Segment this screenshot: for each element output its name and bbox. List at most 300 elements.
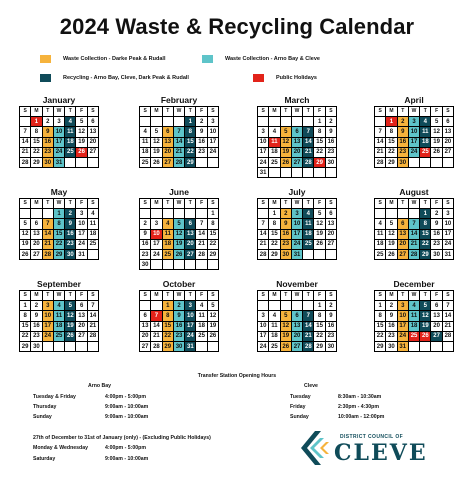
day-cell: 20 xyxy=(140,332,151,342)
day-cell: 6 xyxy=(292,311,303,321)
empty-cell xyxy=(208,342,219,352)
month-february xyxy=(139,94,219,168)
weekday-header: T xyxy=(65,199,76,209)
day-cell: 29 xyxy=(54,250,65,260)
empty-cell xyxy=(151,117,162,127)
empty-cell xyxy=(54,342,65,352)
day-cell: 21 xyxy=(174,148,185,158)
day-cell: 11 xyxy=(269,322,280,332)
hours-time: 9:00am - 10:00am xyxy=(105,456,149,462)
day-cell: 3 xyxy=(54,117,65,127)
weekday-header: M xyxy=(151,107,162,117)
empty-cell xyxy=(398,209,409,219)
day-cell: 18 xyxy=(420,138,431,148)
day-cell: 2 xyxy=(140,219,151,229)
weekday-header: T xyxy=(163,107,174,117)
hours-day: Tuesday xyxy=(290,394,311,400)
empty-cell xyxy=(303,301,314,311)
day-cell: 16 xyxy=(281,230,292,240)
day-cell: 9 xyxy=(386,311,397,321)
hours-day: Monday & Wednesday xyxy=(33,445,88,451)
empty-cell xyxy=(65,342,76,352)
weekday-header: W xyxy=(409,107,420,117)
day-cell: 1 xyxy=(420,209,431,219)
day-cell: 15 xyxy=(185,138,196,148)
day-cell: 12 xyxy=(386,230,397,240)
day-cell: 17 xyxy=(258,332,269,342)
day-cell: 26 xyxy=(281,158,292,168)
day-cell: 31 xyxy=(258,168,269,178)
day-cell: 7 xyxy=(196,219,207,229)
legend-item-waste-arno-bay xyxy=(202,55,320,63)
weekday-header: F xyxy=(431,199,442,209)
day-cell: 29 xyxy=(375,342,386,352)
day-cell: 22 xyxy=(375,332,386,342)
day-cell: 4 xyxy=(163,219,174,229)
day-cell: 4 xyxy=(269,311,280,321)
day-cell: 10 xyxy=(185,311,196,321)
day-cell: 4 xyxy=(420,117,431,127)
day-cell: 14 xyxy=(20,138,31,148)
day-cell: 18 xyxy=(196,322,207,332)
day-cell: 26 xyxy=(281,342,292,352)
day-cell: 5 xyxy=(20,219,31,229)
day-cell: 18 xyxy=(303,230,314,240)
day-cell: 2 xyxy=(431,209,442,219)
day-cell: 26 xyxy=(208,332,219,342)
day-cell: 20 xyxy=(76,322,87,332)
day-cell: 23 xyxy=(65,240,76,250)
day-cell: 27 xyxy=(292,342,303,352)
month-name: April xyxy=(404,95,424,105)
day-cell: 9 xyxy=(326,127,337,137)
day-cell: 10 xyxy=(43,311,54,321)
weekday-header: S xyxy=(88,291,99,301)
day-cell: 3 xyxy=(43,301,54,311)
weekday-header: T xyxy=(185,291,196,301)
hours-time: 9:00am - 10:00am xyxy=(105,404,149,410)
day-cell: 19 xyxy=(76,138,87,148)
day-cell: 2 xyxy=(326,301,337,311)
day-cell: 29 xyxy=(20,342,31,352)
weekday-header: F xyxy=(196,199,207,209)
day-cell: 20 xyxy=(88,138,99,148)
day-cell: 10 xyxy=(54,127,65,137)
month-july xyxy=(257,186,337,260)
weekday-header: S xyxy=(443,199,454,209)
empty-cell xyxy=(314,250,325,260)
day-cell: 15 xyxy=(375,322,386,332)
day-cell: 22 xyxy=(314,148,325,158)
month-grid xyxy=(257,106,337,178)
day-cell: 27 xyxy=(431,332,442,342)
day-cell: 13 xyxy=(140,322,151,332)
empty-cell xyxy=(20,209,31,219)
day-cell: 11 xyxy=(163,230,174,240)
day-cell: 21 xyxy=(258,240,269,250)
empty-cell xyxy=(281,117,292,127)
day-cell: 23 xyxy=(386,332,397,342)
day-cell: 12 xyxy=(20,230,31,240)
day-cell: 2 xyxy=(43,117,54,127)
day-cell: 14 xyxy=(174,138,185,148)
day-cell: 2 xyxy=(326,117,337,127)
day-cell: 11 xyxy=(140,138,151,148)
day-cell: 25 xyxy=(65,148,76,158)
day-cell: 24 xyxy=(43,332,54,342)
day-cell: 20 xyxy=(398,240,409,250)
logo-council-text: DISTRICT COUNCIL OF xyxy=(340,434,404,440)
day-cell: 25 xyxy=(163,250,174,260)
legend-item-recycling xyxy=(40,74,189,82)
empty-cell xyxy=(386,209,397,219)
empty-cell xyxy=(65,158,76,168)
empty-cell xyxy=(258,209,269,219)
weekday-header: T xyxy=(398,291,409,301)
empty-cell xyxy=(196,209,207,219)
day-cell: 21 xyxy=(88,322,99,332)
day-cell: 20 xyxy=(163,148,174,158)
day-cell: 30 xyxy=(65,250,76,260)
day-cell: 15 xyxy=(386,138,397,148)
day-cell: 25 xyxy=(269,342,280,352)
day-cell: 13 xyxy=(431,311,442,321)
day-cell: 25 xyxy=(140,158,151,168)
day-cell: 25 xyxy=(54,332,65,342)
day-cell: 5 xyxy=(314,209,325,219)
day-cell: 7 xyxy=(443,301,454,311)
day-cell: 13 xyxy=(398,230,409,240)
day-cell: 1 xyxy=(54,209,65,219)
day-cell: 17 xyxy=(208,138,219,148)
weekday-header: T xyxy=(43,199,54,209)
empty-cell xyxy=(151,301,162,311)
empty-cell xyxy=(43,209,54,219)
weekday-header: S xyxy=(443,107,454,117)
day-cell: 24 xyxy=(398,332,409,342)
day-cell: 1 xyxy=(163,301,174,311)
weekday-header: F xyxy=(76,107,87,117)
day-cell: 29 xyxy=(269,250,280,260)
legend-item-waste-darke-peak xyxy=(40,55,166,63)
weekday-header: T xyxy=(185,107,196,117)
weekday-header: T xyxy=(420,107,431,117)
weekday-header: S xyxy=(208,199,219,209)
day-cell: 30 xyxy=(140,260,151,270)
day-cell: 15 xyxy=(31,138,42,148)
weekday-header: W xyxy=(292,199,303,209)
day-cell: 1 xyxy=(386,117,397,127)
day-cell: 16 xyxy=(326,138,337,148)
day-cell: 10 xyxy=(292,219,303,229)
empty-cell xyxy=(174,209,185,219)
day-cell: 16 xyxy=(31,322,42,332)
day-cell: 14 xyxy=(443,311,454,321)
empty-cell xyxy=(292,301,303,311)
day-cell: 20 xyxy=(292,332,303,342)
empty-cell xyxy=(303,117,314,127)
day-cell: 31 xyxy=(443,250,454,260)
day-cell: 8 xyxy=(185,127,196,137)
hours-row xyxy=(33,445,146,451)
day-cell: 30 xyxy=(31,342,42,352)
weekday-header: F xyxy=(314,199,325,209)
day-cell: 31 xyxy=(398,342,409,352)
day-cell: 22 xyxy=(163,332,174,342)
day-cell: 5 xyxy=(420,301,431,311)
empty-cell xyxy=(185,209,196,219)
hours-time: 4:00pm - 5:00pm xyxy=(105,394,146,400)
day-cell: 4 xyxy=(140,127,151,137)
empty-cell xyxy=(140,301,151,311)
day-cell: 18 xyxy=(65,138,76,148)
day-cell: 28 xyxy=(409,250,420,260)
empty-cell xyxy=(140,209,151,219)
empty-cell xyxy=(76,342,87,352)
month-name: December xyxy=(393,279,435,289)
day-cell: 20 xyxy=(443,138,454,148)
weekday-header: T xyxy=(281,291,292,301)
day-cell: 21 xyxy=(303,148,314,158)
day-cell: 9 xyxy=(65,219,76,229)
day-cell: 14 xyxy=(196,230,207,240)
day-cell: 29 xyxy=(185,158,196,168)
empty-cell xyxy=(431,342,442,352)
hours-time: 10:00am - 12:00pm xyxy=(338,414,385,420)
day-cell: 2 xyxy=(281,209,292,219)
day-cell: 28 xyxy=(88,332,99,342)
day-cell: 13 xyxy=(292,138,303,148)
day-cell: 17 xyxy=(443,230,454,240)
day-cell: 14 xyxy=(303,322,314,332)
empty-cell xyxy=(420,158,431,168)
day-cell: 11 xyxy=(65,127,76,137)
hours-day: Sunday xyxy=(290,414,309,420)
empty-cell xyxy=(281,168,292,178)
day-cell: 28 xyxy=(20,158,31,168)
day-cell: 19 xyxy=(151,148,162,158)
day-cell: 23 xyxy=(31,332,42,342)
day-cell: 19 xyxy=(208,322,219,332)
day-cell: 5 xyxy=(281,311,292,321)
day-cell: 27 xyxy=(443,148,454,158)
day-cell: 13 xyxy=(163,138,174,148)
month-name: July xyxy=(288,187,306,197)
day-cell: 14 xyxy=(409,230,420,240)
day-cell: 27 xyxy=(398,250,409,260)
day-cell: 11 xyxy=(196,311,207,321)
day-cell: 31 xyxy=(185,342,196,352)
day-cell: 21 xyxy=(43,240,54,250)
day-cell: 25 xyxy=(409,332,420,342)
day-cell: 24 xyxy=(76,240,87,250)
day-cell: 23 xyxy=(196,148,207,158)
day-cell: 4 xyxy=(375,219,386,229)
day-cell: 13 xyxy=(76,311,87,321)
month-grid xyxy=(139,290,219,352)
day-cell: 19 xyxy=(174,240,185,250)
day-cell: 18 xyxy=(409,322,420,332)
weekday-header: F xyxy=(431,291,442,301)
legend-label: Waste Collection - Arno Bay & Cleve xyxy=(225,56,320,62)
day-cell: 28 xyxy=(151,342,162,352)
weekday-header: T xyxy=(398,107,409,117)
day-cell: 12 xyxy=(151,138,162,148)
day-cell: 3 xyxy=(443,209,454,219)
day-cell: 27 xyxy=(31,250,42,260)
day-cell: 1 xyxy=(375,301,386,311)
weekday-header: W xyxy=(174,107,185,117)
empty-cell xyxy=(258,117,269,127)
day-cell: 16 xyxy=(43,138,54,148)
weekday-header: S xyxy=(88,199,99,209)
day-cell: 9 xyxy=(31,311,42,321)
weekday-header: W xyxy=(292,107,303,117)
empty-cell xyxy=(269,168,280,178)
empty-cell xyxy=(443,158,454,168)
day-cell: 14 xyxy=(151,322,162,332)
day-cell: 7 xyxy=(303,127,314,137)
logo-name-text: CLEVE xyxy=(334,440,428,466)
day-cell: 7 xyxy=(375,127,386,137)
day-cell: 13 xyxy=(185,230,196,240)
day-cell: 28 xyxy=(196,250,207,260)
month-name: September xyxy=(37,279,81,289)
weekday-header: M xyxy=(151,199,162,209)
day-cell: 8 xyxy=(375,311,386,321)
day-cell: 3 xyxy=(151,219,162,229)
day-cell: 5 xyxy=(431,117,442,127)
hours-time: 4:00pm - 5:00pm xyxy=(105,445,146,451)
day-cell: 28 xyxy=(303,158,314,168)
empty-cell xyxy=(409,342,420,352)
weekday-header: W xyxy=(174,199,185,209)
day-cell: 9 xyxy=(140,230,151,240)
hours-row xyxy=(290,414,384,420)
day-cell: 6 xyxy=(140,311,151,321)
weekday-header: S xyxy=(326,107,337,117)
day-cell: 16 xyxy=(431,230,442,240)
day-cell: 15 xyxy=(314,138,325,148)
day-cell: 21 xyxy=(151,332,162,342)
day-cell: 23 xyxy=(326,148,337,158)
day-cell: 13 xyxy=(326,219,337,229)
empty-cell xyxy=(163,260,174,270)
day-cell: 2 xyxy=(196,117,207,127)
day-cell: 26 xyxy=(20,250,31,260)
day-cell: 25 xyxy=(420,148,431,158)
day-cell: 17 xyxy=(292,230,303,240)
day-cell: 21 xyxy=(443,322,454,332)
day-cell: 15 xyxy=(269,230,280,240)
month-grid xyxy=(374,106,454,168)
day-cell: 1 xyxy=(314,301,325,311)
day-cell: 5 xyxy=(174,219,185,229)
day-cell: 19 xyxy=(420,322,431,332)
day-cell: 29 xyxy=(31,158,42,168)
day-cell: 11 xyxy=(269,138,280,148)
hours-time: 2:30pm - 4:30pm xyxy=(338,404,379,410)
weekday-header: S xyxy=(88,107,99,117)
day-cell: 24 xyxy=(54,148,65,158)
day-cell: 6 xyxy=(163,127,174,137)
month-march xyxy=(257,94,337,178)
day-cell: 6 xyxy=(398,219,409,229)
weekday-header: F xyxy=(196,107,207,117)
month-grid xyxy=(19,290,99,352)
weekday-header: W xyxy=(409,199,420,209)
day-cell: 12 xyxy=(281,138,292,148)
day-cell: 26 xyxy=(76,148,87,158)
day-cell: 2 xyxy=(398,117,409,127)
month-name: March xyxy=(284,95,310,105)
day-cell: 8 xyxy=(314,127,325,137)
day-cell: 9 xyxy=(326,311,337,321)
day-cell: 19 xyxy=(386,240,397,250)
day-cell: 9 xyxy=(398,127,409,137)
legend-swatch xyxy=(202,55,213,63)
weekday-header: T xyxy=(303,107,314,117)
day-cell: 24 xyxy=(258,342,269,352)
weekday-header: T xyxy=(281,107,292,117)
council-logo-mark-icon xyxy=(296,428,334,468)
month-december xyxy=(374,278,454,352)
weekday-header: M xyxy=(386,291,397,301)
weekday-header: F xyxy=(196,291,207,301)
day-cell: 10 xyxy=(76,219,87,229)
empty-cell xyxy=(375,209,386,219)
day-cell: 31 xyxy=(292,250,303,260)
day-cell: 9 xyxy=(431,219,442,229)
day-cell: 20 xyxy=(292,148,303,158)
month-grid xyxy=(19,106,99,168)
day-cell: 14 xyxy=(88,311,99,321)
day-cell: 28 xyxy=(375,158,386,168)
day-cell: 14 xyxy=(258,230,269,240)
day-cell: 30 xyxy=(326,342,337,352)
hours-day: Friday xyxy=(290,404,306,410)
month-grid xyxy=(374,290,454,352)
weekday-header: F xyxy=(314,107,325,117)
day-cell: 4 xyxy=(54,301,65,311)
empty-cell xyxy=(431,158,442,168)
day-cell: 18 xyxy=(54,322,65,332)
day-cell: 6 xyxy=(185,219,196,229)
day-cell: 14 xyxy=(303,138,314,148)
day-cell: 18 xyxy=(163,240,174,250)
day-cell: 27 xyxy=(185,250,196,260)
day-cell: 20 xyxy=(431,322,442,332)
weekday-header: S xyxy=(20,291,31,301)
day-cell: 22 xyxy=(420,240,431,250)
day-cell: 10 xyxy=(398,311,409,321)
day-cell: 16 xyxy=(174,322,185,332)
empty-cell xyxy=(258,301,269,311)
month-name: August xyxy=(399,187,429,197)
weekday-header: F xyxy=(76,199,87,209)
day-cell: 6 xyxy=(292,127,303,137)
hours-row xyxy=(33,404,148,410)
council-logo xyxy=(296,428,426,468)
day-cell: 5 xyxy=(151,127,162,137)
empty-cell xyxy=(409,158,420,168)
special-hours-heading: 27th of December to 31st of January (only) - (Excluding Public Holidays) xyxy=(33,435,211,441)
hours-day: Tuesday & Friday xyxy=(33,394,76,400)
page-title: 2024 Waste & Recycling Calendar xyxy=(59,14,415,39)
day-cell: 27 xyxy=(76,332,87,342)
day-cell: 11 xyxy=(303,219,314,229)
weekday-header: M xyxy=(31,107,42,117)
